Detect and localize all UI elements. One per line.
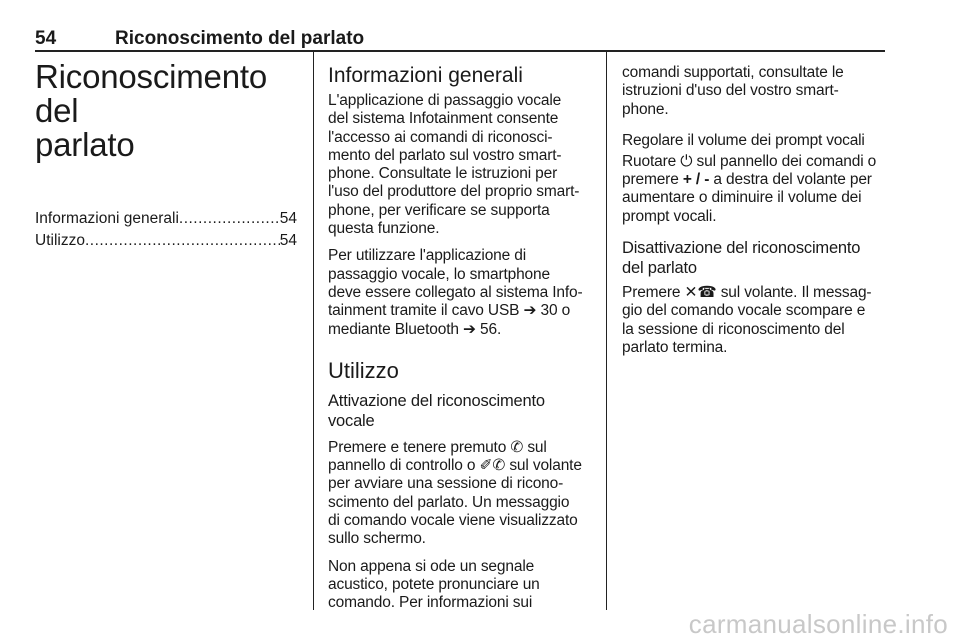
text-line: deve essere collegato al sistema Info- [328, 283, 583, 301]
subheading-volume: Regolare il volume dei prompt vocali [622, 131, 865, 149]
paragraph [328, 92, 590, 238]
text-line: comandi supportati, consultate le [622, 64, 844, 81]
text-line: Disattivazione del riconoscimento [622, 239, 861, 258]
paragraph [622, 284, 886, 357]
text-line: del sistema Infotainment consente [328, 110, 559, 128]
toc-dot-leader [179, 208, 280, 230]
text-line: l'uso del produttore del proprio smart- [328, 183, 580, 201]
toc-page: 54 [279, 232, 297, 249]
watermark: carmanualsonline.info [688, 609, 948, 639]
text-line: vocale [328, 411, 375, 430]
text-line: Ruotare ⏻ sul pannello dei comandi o [622, 152, 877, 170]
subheading-deactivation [622, 238, 886, 278]
text-line: di comando vocale viene visualizzato [328, 512, 578, 530]
text-line: prompt vocali. [622, 207, 717, 225]
text-line: sullo schermo. [328, 530, 426, 548]
text-line: parlato termina. [622, 338, 728, 356]
text-line-with-reference[interactable]: mediante Bluetooth ➔ 56. [328, 320, 502, 338]
text-line: mento del parlato sul vostro smart- [328, 146, 562, 164]
toc-entry[interactable] [35, 230, 297, 252]
text-line: phone. Consultate le istruzioni per [328, 165, 558, 183]
text-line: pannello di controllo o ✐✆ sul volante [328, 457, 582, 475]
column-divider-1 [313, 52, 314, 610]
chapter-title [35, 60, 297, 162]
text-line: passaggio vocale, lo smartphone [328, 265, 550, 283]
toc-dot-leader [85, 230, 280, 252]
text-line: Premere e tenere premuto ✆ sul [328, 438, 547, 456]
content-column-3 [622, 64, 886, 366]
text-line: Attivazione del riconoscimento [328, 391, 545, 410]
chapter-column [35, 60, 297, 252]
text-line: questa funzione. [328, 220, 440, 238]
text-line: l'accesso ai comandi di riconosci- [328, 128, 553, 146]
heading-usage: Utilizzo [328, 357, 399, 383]
text-fragment: a destra del volante per [713, 171, 872, 189]
text-line-with-reference[interactable]: tainment tramite il cavo USB ➔ 30 o [328, 302, 571, 320]
paragraph [622, 153, 886, 226]
page-number: 54 [35, 28, 57, 49]
text-line: per avviare una sessione di ricono- [328, 475, 564, 493]
text-line: Non appena si ode un segnale [328, 557, 535, 575]
paragraph [622, 64, 886, 119]
chapter-title-line: parlato [35, 126, 135, 163]
text-line: aumentare o diminuire il volume dei [622, 189, 862, 207]
text-line: gio del comando vocale scompare e [622, 302, 866, 320]
text-line [622, 171, 886, 189]
text-line: del parlato [622, 259, 697, 278]
text-line: Premere ✕☎ sul volante. Il messag- [622, 284, 872, 302]
text-line: comando. Per informazioni sui [328, 594, 533, 612]
text-line: phone, per verificare se supporta [328, 201, 550, 219]
volume-keys: + / - [682, 171, 710, 189]
text-line: la sessione di riconoscimento del [622, 320, 845, 338]
heading-general-info: Informazioni generali [328, 64, 523, 87]
subheading-activation [328, 391, 590, 431]
paragraph [328, 439, 590, 549]
text-line: phone. [622, 100, 669, 118]
text-fragment: premere [622, 171, 679, 189]
text-line: L'applicazione di passaggio vocale [328, 92, 562, 109]
toc-entry[interactable] [35, 208, 297, 230]
column-divider-2 [606, 52, 607, 610]
text-line: istruzioni d'uso del vostro smart- [622, 82, 839, 100]
paragraph [328, 247, 590, 338]
text-line: scimento del parlato. Un messaggio [328, 493, 570, 511]
toc-label: Informazioni generali [35, 210, 179, 227]
header-rule [35, 50, 885, 52]
text-line: Per utilizzare l'applicazione di [328, 247, 527, 265]
content-column-2 [328, 64, 590, 622]
paragraph [328, 558, 590, 613]
toc-label: Utilizzo [35, 232, 85, 249]
text-line: acustico, potete pronunciare un [328, 575, 540, 593]
running-title: Riconoscimento del parlato [115, 28, 365, 49]
chapter-title-line: Riconoscimento del [35, 58, 267, 129]
table-of-contents [35, 208, 297, 252]
toc-page: 54 [279, 210, 297, 227]
